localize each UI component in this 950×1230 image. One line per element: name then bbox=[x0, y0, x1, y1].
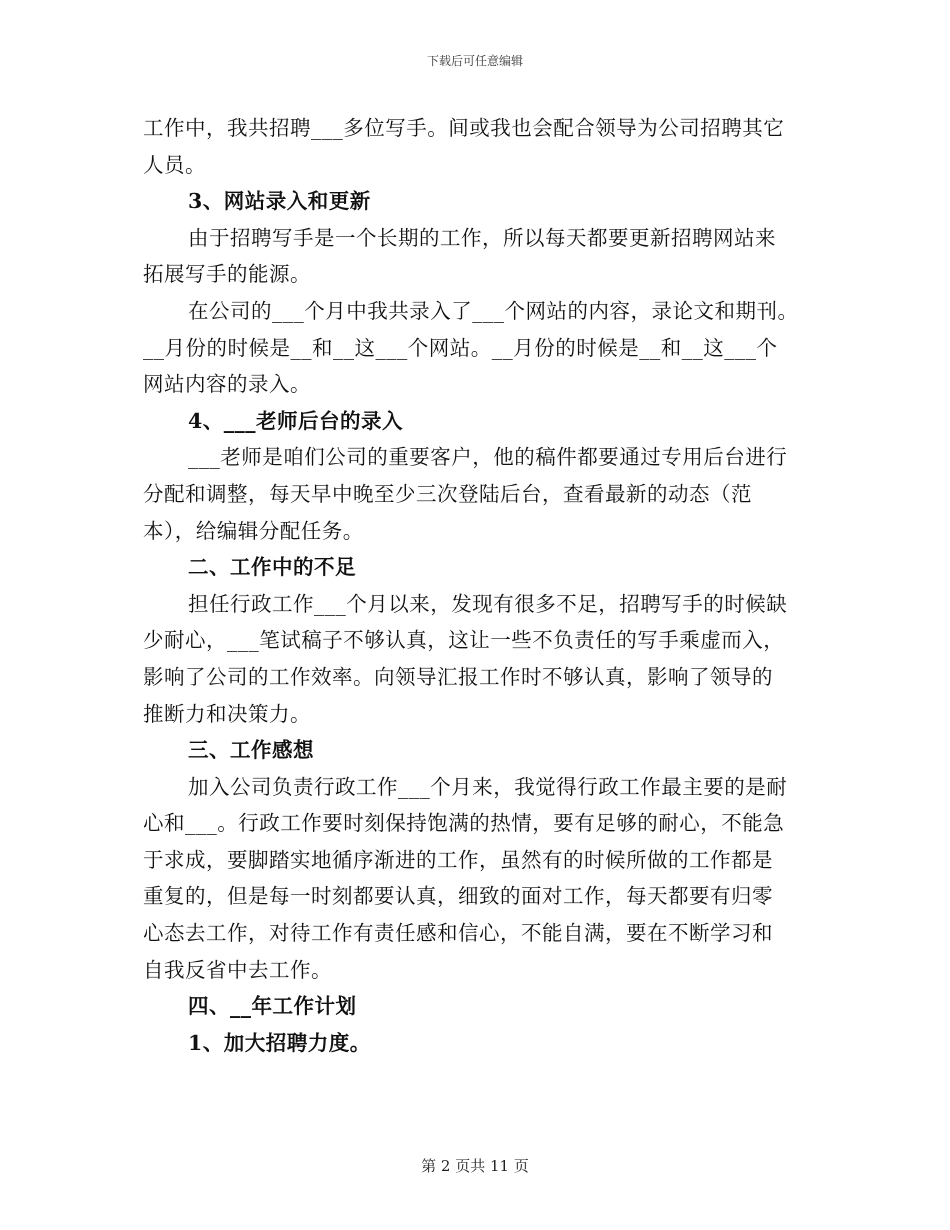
section-heading: 三、工作感想 bbox=[188, 738, 314, 763]
text-line: 担任行政工作___个月以来，发现有很多不足，招聘写手的时候缺 bbox=[188, 591, 788, 616]
text-line: 人员。 bbox=[143, 152, 206, 177]
text-line: 网站内容的录入。 bbox=[143, 372, 311, 397]
text-line: ___老师是咱们公司的重要客户，他的稿件都要通过专用后台进行 bbox=[188, 445, 788, 470]
text-line: 在公司的___个月中我共录入了___个网站的内容，录论文和期刊。 bbox=[188, 298, 799, 323]
page-header-note: 下载后可任意编辑 bbox=[426, 54, 523, 68]
section-heading: 二、工作中的不足 bbox=[188, 555, 356, 580]
text-line: __月份的时候是__和__这___个网站。__月份的时候是__和__这___个 bbox=[143, 335, 778, 360]
section-heading: 3、网站录入和更新 bbox=[188, 189, 371, 214]
text-line: 分配和调整，每天早中晚至少三次登陆后台，查看最新的动态（范 bbox=[143, 481, 752, 506]
text-line: 重复的，但是每一时刻都要认真，细致的面对工作，每天都要有归零 bbox=[143, 884, 773, 909]
text-line: 心态去工作，对待工作有责任感和信心，不能自满，要在不断学习和 bbox=[143, 921, 773, 946]
text-line: 于求成，要脚踏实地循序渐进的工作，虽然有的时候所做的工作都是 bbox=[143, 847, 773, 872]
text-line: 推断力和决策力。 bbox=[143, 701, 311, 726]
section-heading: 四、__年工作计划 bbox=[188, 994, 357, 1019]
text-line: 影响了公司的工作效率。向领导汇报工作时不够认真，影响了领导的 bbox=[143, 664, 773, 689]
text-line: 工作中，我共招聘___多位写手。间或我也会配合领导为公司招聘其它 bbox=[143, 116, 785, 140]
document-body bbox=[143, 110, 813, 1061]
text-line: 拓展写手的能源。 bbox=[143, 262, 311, 287]
text-line: 加入公司负责行政工作___个月来，我觉得行政工作最主要的是耐 bbox=[188, 774, 788, 799]
text-line: 本），给编辑分配任务。 bbox=[143, 518, 364, 543]
page-number: 第 2 页共 11 页 bbox=[421, 1157, 529, 1175]
text-line: 心和___。行政工作要时刻保持饱满的热情，要有足够的耐心，不能急 bbox=[143, 811, 785, 836]
text-line: 少耐心，___笔试稿子不够认真，这让一些不负责任的写手乘虚而入， bbox=[143, 628, 785, 653]
section-heading: 4、___老师后台的录入 bbox=[188, 408, 404, 433]
text-line: 自我反省中去工作。 bbox=[143, 957, 332, 982]
section-heading: 1、加大招聘力度。 bbox=[188, 1030, 371, 1055]
text-line: 由于招聘写手是一个长期的工作，所以每天都要更新招聘网站来 bbox=[188, 225, 776, 250]
